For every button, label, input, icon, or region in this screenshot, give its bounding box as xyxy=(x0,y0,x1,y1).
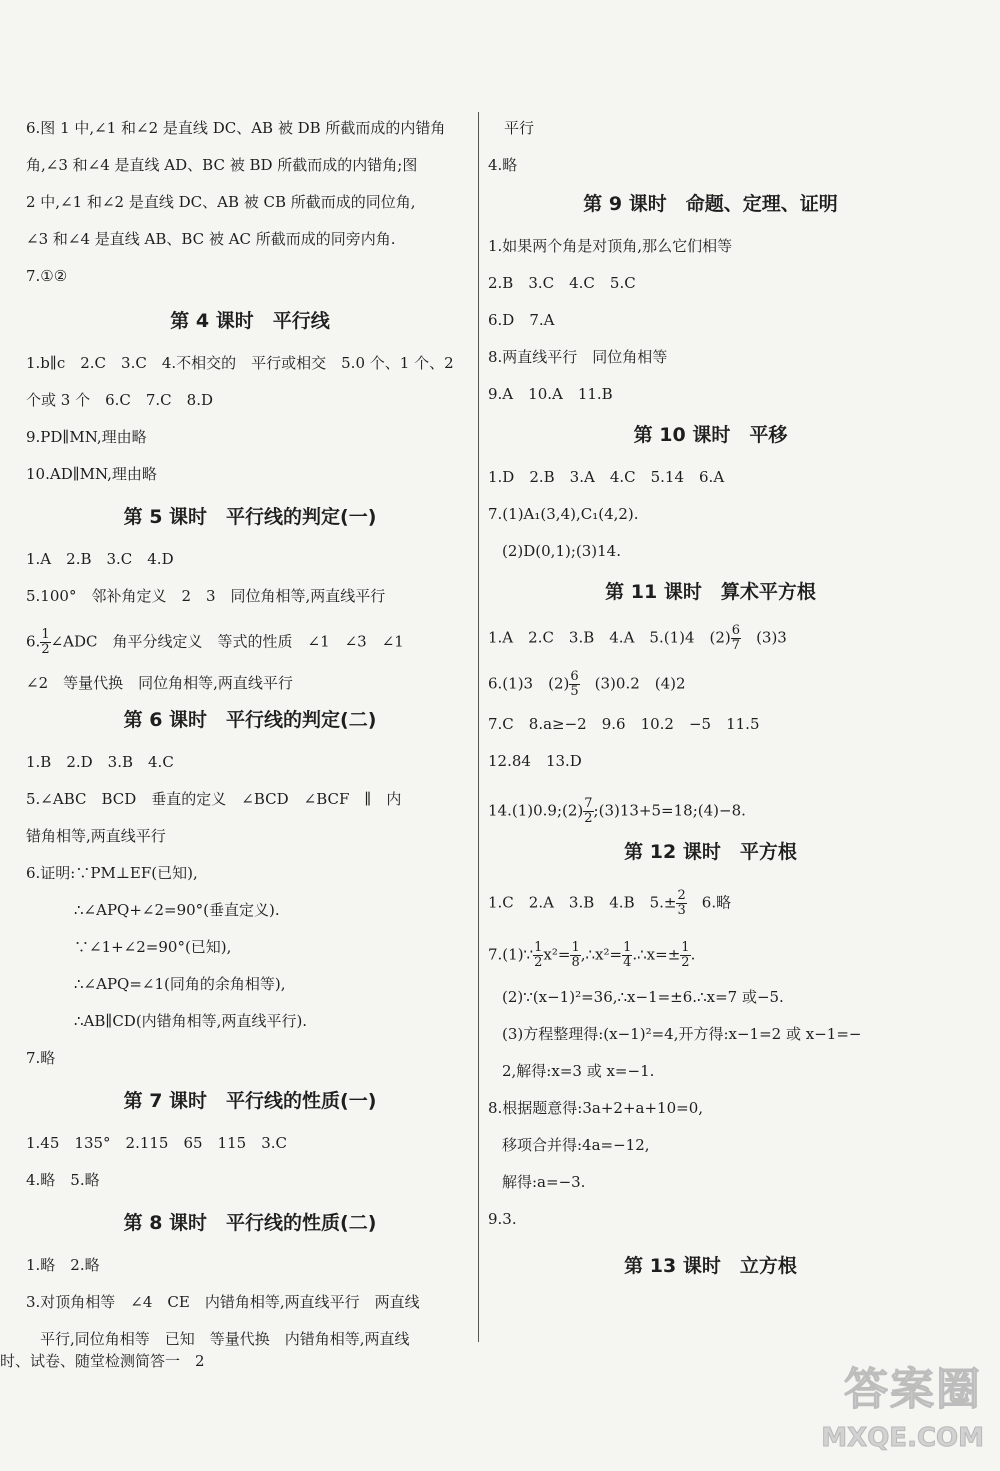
text-line: 个或 3 个 6.C 7.C 8.D xyxy=(26,391,213,409)
text-line: (2)D(0,1);(3)14. xyxy=(502,542,621,560)
text-line: 10.AD∥MN,理由略 xyxy=(26,465,157,483)
text-line: 2 中,∠1 和∠2 是直线 DC、AB 被 CB 所截而成的同位角, xyxy=(26,193,416,211)
watermark-logo xyxy=(808,1353,988,1453)
denominator: 2 xyxy=(41,642,50,657)
text-line: 1.略 2.略 xyxy=(26,1256,100,1274)
text-line xyxy=(488,669,933,699)
fraction xyxy=(533,941,543,970)
text-fragment: (3)3 xyxy=(756,628,787,647)
text-line: ∴∠APQ=∠1(同角的余角相等), xyxy=(74,975,286,993)
lesson-heading: 第 12 课时 平方根 xyxy=(624,841,797,863)
text-fragment: x²= xyxy=(543,945,571,964)
text-line: 错角相等,两直线平行 xyxy=(26,827,166,845)
lesson-heading: 第 13 课时 立方根 xyxy=(624,1255,797,1277)
text-line: 6.D 7.A xyxy=(488,311,555,329)
numerator: 1 xyxy=(571,940,580,955)
text-line: ∠2 等量代换 同位角相等,两直线平行 xyxy=(26,674,293,692)
numerator: 2 xyxy=(677,888,686,903)
text-line: 平行,同位角相等 已知 等量代换 内错角相等,两直线 xyxy=(40,1330,410,1348)
lesson-heading: 第 10 课时 平移 xyxy=(633,424,788,446)
text-line: 12.84 13.D xyxy=(488,752,582,770)
text-line: 7.(1)A₁(3,4),C₁(4,2). xyxy=(488,505,639,523)
denominator: 5 xyxy=(570,684,579,699)
numerator: 7 xyxy=(584,796,593,811)
text-line: 1.B 2.D 3.B 4.C xyxy=(26,753,174,771)
denominator: 3 xyxy=(677,903,686,918)
text-line: ∵∠1+∠2=90°(已知), xyxy=(74,938,232,956)
lesson-heading: 第 11 课时 算术平方根 xyxy=(605,581,816,603)
page-footer: 时、试卷、随堂检测简答一 2 xyxy=(0,1352,205,1370)
text-line: 4.略 xyxy=(488,156,518,174)
text-line: 8.根据题意得:3a+2+a+10=0, xyxy=(488,1099,704,1117)
denominator: 7 xyxy=(731,638,741,653)
text-line: 7.略 xyxy=(26,1049,56,1067)
numerator: 1 xyxy=(681,940,690,955)
denominator: 2 xyxy=(584,811,593,826)
text-line: 6.图 1 中,∠1 和∠2 是直线 DC、AB 被 DB 所截而成的内错角 xyxy=(26,119,446,137)
lesson-heading: 第 9 课时 命题、定理、证明 xyxy=(583,193,838,215)
text-line: 平行 xyxy=(504,119,535,137)
text-line: (3)方程整理得:(x−1)²=4,开方得:x−1=2 或 x−1=− xyxy=(502,1025,862,1043)
numerator: 1 xyxy=(41,627,50,642)
text-line: 7.C 8.a≥−2 9.6 10.2 −5 11.5 xyxy=(488,715,760,733)
text-line: 7.①② xyxy=(26,267,68,285)
text-line: 1.A 2.B 3.C 4.D xyxy=(26,550,174,568)
fraction xyxy=(570,941,580,970)
text-fragment: ∠ADC 角平分线定义 等式的性质 ∠1 ∠3 ∠1 xyxy=(50,632,404,651)
text-fragment: 7.(1)∵ xyxy=(488,945,534,964)
numerator: 1 xyxy=(623,940,632,955)
text-line: 角,∠3 和∠4 是直线 AD、BC 被 BD 所截而成的内错角;图 xyxy=(26,156,418,174)
text-line: 9.3. xyxy=(488,1210,517,1228)
text-line xyxy=(488,796,933,826)
text-fragment: 1.C 2.A 3.B 4.B 5.± xyxy=(488,893,677,912)
right-column xyxy=(488,118,933,1298)
text-line: 1.D 2.B 3.A 4.C 5.14 6.A xyxy=(488,468,725,486)
text-line: 移项合并得:4a=−12, xyxy=(502,1136,650,1154)
text-line: 2.B 3.C 4.C 5.C xyxy=(488,274,636,292)
text-line: 5.∠ABC BCD 垂直的定义 ∠BCD ∠BCF ∥ 内 xyxy=(26,790,402,808)
fraction xyxy=(731,624,741,653)
text-line: ∠3 和∠4 是直线 AB、BC 被 AC 所截而成的同旁内角. xyxy=(26,230,396,248)
text-fragment: 6.略 xyxy=(701,893,732,912)
lesson-heading: 第 8 课时 平行线的性质(二) xyxy=(123,1212,377,1234)
text-line: 9.A 10.A 11.B xyxy=(488,385,613,403)
numerator: 6 xyxy=(570,669,579,684)
fraction xyxy=(583,797,593,826)
text-line: ∴AB∥CD(内错角相等,两直线平行). xyxy=(74,1012,308,1030)
fraction xyxy=(569,670,579,699)
fraction xyxy=(622,941,632,970)
lesson-heading: 第 7 课时 平行线的性质(一) xyxy=(123,1090,377,1112)
denominator: 8 xyxy=(571,955,580,970)
text-line: 1.b∥c 2.C 3.C 4.不相交的 平行或相交 5.0 个、1 个、2 xyxy=(26,354,454,372)
text-line xyxy=(488,623,933,653)
text-line: 1.如果两个角是对顶角,那么它们相等 xyxy=(488,237,733,255)
text-line: 5.100° 邻补角定义 2 3 同位角相等,两直线平行 xyxy=(26,587,386,605)
text-fragment: ,∴x²= xyxy=(580,945,623,964)
text-line: (2)∵(x−1)²=36,∴x−1=±6.∴x=7 或−5. xyxy=(502,988,784,1006)
text-line: 9.PD∥MN,理由略 xyxy=(26,428,147,446)
fraction xyxy=(680,941,690,970)
text-fragment: .∴x=± xyxy=(632,945,681,964)
denominator: 2 xyxy=(681,955,690,970)
fraction xyxy=(40,628,50,657)
lesson-heading: 第 4 课时 平行线 xyxy=(170,310,330,332)
denominator: 4 xyxy=(623,955,632,970)
text-fragment: . xyxy=(690,945,696,964)
text-line: 3.对顶角相等 ∠4 CE 内错角相等,两直线平行 两直线 xyxy=(26,1293,420,1311)
left-column xyxy=(26,118,474,1349)
text-fragment: 14.(1)0.9;(2) xyxy=(488,801,584,820)
numerator: 1 xyxy=(534,940,543,955)
text-fragment: 1.A 2.C 3.B 4.A 5.(1)4 (2) xyxy=(488,628,731,647)
text-fragment: ;(3)13+5=18;(4)−8. xyxy=(593,801,746,820)
denominator: 2 xyxy=(534,955,543,970)
text-fragment: 6.(1)3 (2) xyxy=(488,674,570,693)
text-line: 解得:a=−3. xyxy=(502,1173,586,1191)
text-line: ∴∠APQ+∠2=90°(垂直定义). xyxy=(74,901,280,919)
lesson-heading: 第 6 课时 平行线的判定(二) xyxy=(123,709,377,731)
lesson-heading: 第 5 课时 平行线的判定(一) xyxy=(123,506,377,528)
text-line: 6.证明:∵PM⊥EF(已知), xyxy=(26,864,198,882)
numerator: 6 xyxy=(731,623,741,638)
watermark-logo-text: 答案圈 xyxy=(844,1364,982,1415)
column-divider xyxy=(478,112,479,1342)
text-fragment: 6. xyxy=(26,632,41,651)
text-line xyxy=(26,627,474,657)
text-line: 4.略 5.略 xyxy=(26,1171,100,1189)
text-line xyxy=(488,888,933,918)
text-line: 1.45 135° 2.115 65 115 3.C xyxy=(26,1134,287,1152)
text-line xyxy=(488,940,933,970)
fraction xyxy=(676,889,686,918)
watermark-url: MXQE.COM xyxy=(821,1423,984,1453)
text-line: 8.两直线平行 同位角相等 xyxy=(488,348,668,366)
text-fragment: (3)0.2 (4)2 xyxy=(594,674,686,693)
text-line: 2,解得:x=3 或 x=−1. xyxy=(502,1062,655,1080)
